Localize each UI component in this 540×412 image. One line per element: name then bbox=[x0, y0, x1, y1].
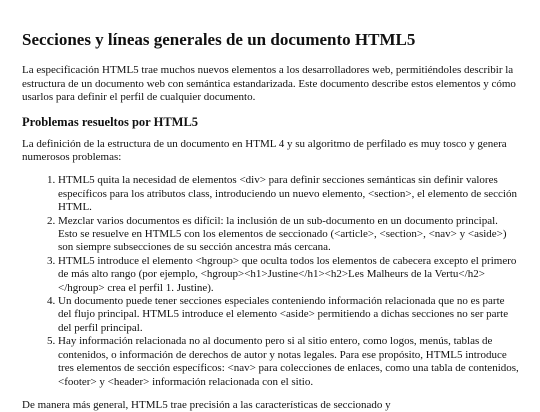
closing-paragraph: De manera más general, HTML5 trae precisión a las características de seccionado y bbox=[22, 398, 391, 411]
list-item: 5. Hay información relacionada no al documento pero si al sitio entero, como logos, menús, tablas de contenidos, o información de derechos de autor y notas legales. Para ese propósito, HTML5 introduce tres elementos de sección específicos: <nav> para colecciones de enlaces, como una tabla de contenidos, <footer> y <header> información relacionada con el sitio. bbox=[58, 335, 520, 389]
intro-paragraph: La especificación HTML5 trae muchos nuevos elementos a los desarrolladores web, permitiéndoles describir la estructura de un documento web con semántica estandarizada. Este documento describe estos elementos y cómo usarlos para definir el perfil de cualquier documento. bbox=[22, 64, 516, 104]
page-title: Secciones y líneas generales de un documento HTML5 bbox=[22, 30, 416, 49]
list-item: 3. HTML5 introduce el elemento <hgroup> que oculta todos los elementos de cabecera excepto el primero de más alto rango (por ejemplo, <hgroup><h1>Justine</h1><h2>Les Malheurs de la Vertu</h2></hgroup> crea el perfil 1. Justine). bbox=[58, 255, 520, 295]
list-item: 4. Un documento puede tener secciones especiales conteniendo información relacionada que no es parte del flujo principal. HTML5 introduce el elemento <aside> permitiendo a dichas secciones no ser parte del perfil principal. bbox=[58, 295, 520, 335]
list-item: 1. HTML5 quita la necesidad de elementos <div> para definir secciones semánticas sin definir valores específicos para los atributos class, introduciendo un nuevo elemento, <section>, el elemento de sección HTML. bbox=[58, 174, 520, 214]
list-item: 2. Mezclar varios documentos es difícil: la inclusión de un sub-documento en un documento principal. Esto se resuelve en HTML5 con los elementos de seccionado (<article>, <section>, <nav> y <aside>) son siempre subsecciones de su sección ancestra más cercana. bbox=[58, 215, 520, 255]
section-intro-paragraph: La definición de la estructura de un documento en HTML 4 y su algoritmo de perfilado es muy tosco y genera numerosos problemas: bbox=[22, 137, 507, 164]
problems-list bbox=[22, 174, 520, 389]
section-heading: Problemas resueltos por HTML5 bbox=[22, 114, 199, 129]
